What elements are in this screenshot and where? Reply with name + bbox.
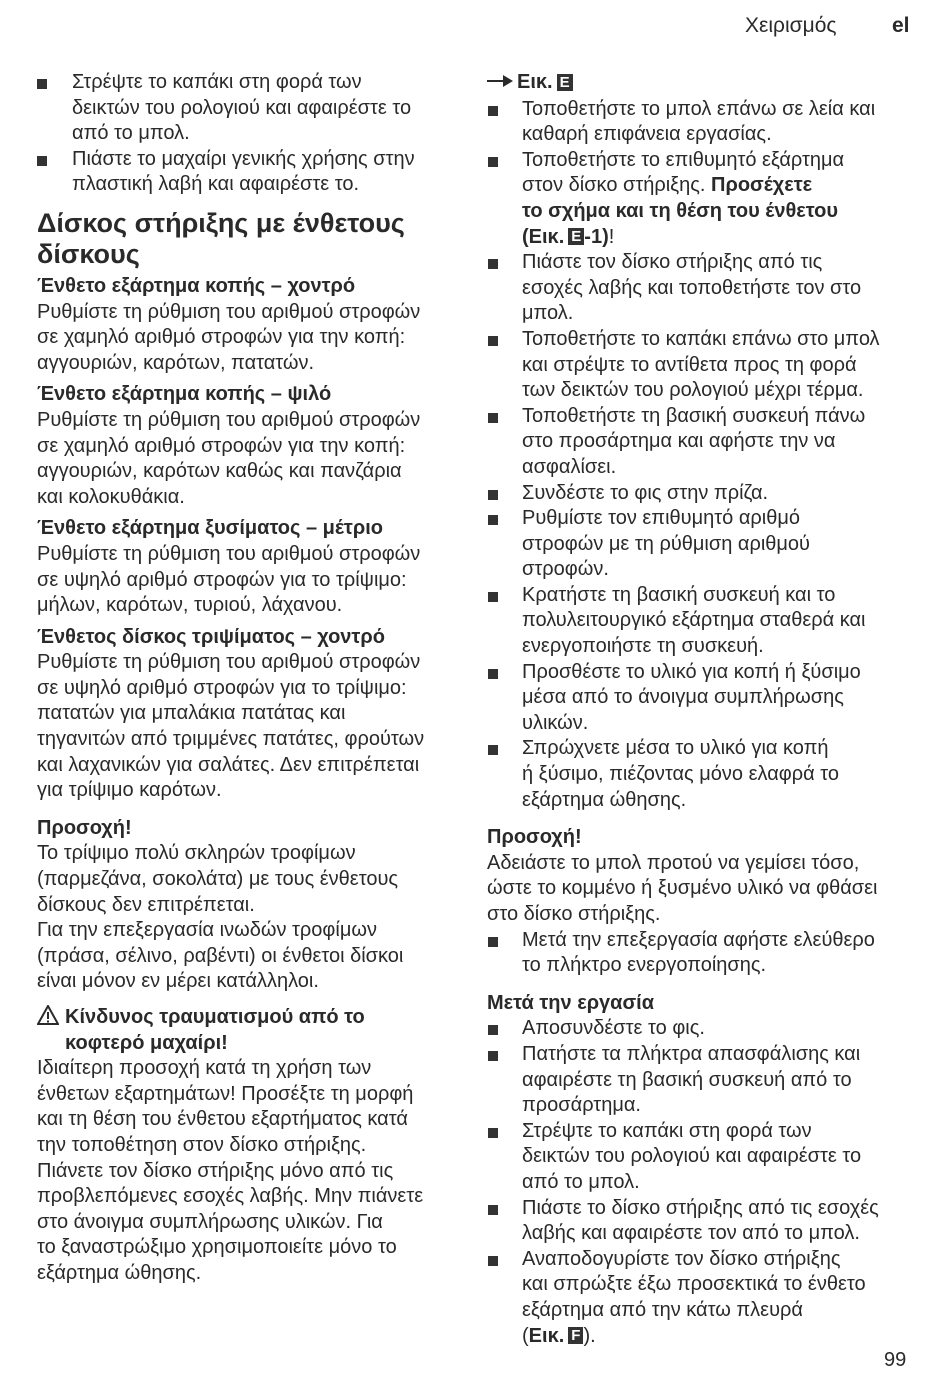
list-item: Πατήστε τα πλήκτρα απασφάλισης και αφαιρέστε τη βασική συσκευή από το προσάρτημα. [487, 1042, 917, 1119]
step-text-end: ! [608, 225, 615, 248]
figure-reference [487, 70, 917, 96]
caution-title: Προσοχή! [37, 816, 132, 839]
list-item: Συνδέστε το φις στην πρίζα. [487, 481, 917, 507]
list-item: Κρατήστε τη βασική συσκευή και το πολυλειτουργικό εξάρτημα σταθερά και ενεργοποιήστε τη συσκευή. [487, 583, 917, 660]
figure-letter-box: F [568, 1327, 583, 1344]
list-item [487, 1247, 917, 1349]
procedure-list [487, 97, 917, 814]
figure-letter-box: E [568, 228, 584, 245]
danger-heading [37, 1005, 462, 1056]
list-item: Στρέψτε το καπάκι στη φορά των δεικτών του ρολογιού και αφαιρέστε το από το μπολ. [487, 1119, 917, 1196]
step-text-end: ). [583, 1324, 596, 1347]
figure-label: Εικ. [517, 71, 553, 93]
page-number: 99 [884, 1349, 907, 1371]
list-item: Πιάστε το δίσκο στήριξης από τις εσοχές λαβής και αφαιρέστε τον από το μπολ. [487, 1196, 917, 1247]
after-work-title: Μετά την εργασία [487, 991, 655, 1014]
left-column [37, 70, 462, 1293]
list-item: Στρέψτε το καπάκι στη φορά των δεικτών του ρολογιού και αφαιρέστε το από το μπολ. [37, 70, 462, 147]
list-item [487, 148, 917, 250]
list-item: Τοποθετήστε το μπολ επάνω σε λεία και καθαρή επιφάνεια εργασίας. [487, 97, 917, 148]
insert-text: Ρυθμίστε τη ρύθμιση του αριθμού στροφών σε χαμηλό αριθμό στροφών για την κοπή: αγγουριών, καρότων, πατατών. [37, 300, 421, 374]
list-item: Πιάστε το μαχαίρι γενικής χρήσης στην πλαστική λαβή και αφαιρέστε το. [37, 147, 462, 198]
language-code: el [892, 14, 910, 37]
list-item: Τοποθετήστε το καπάκι επάνω στο μπολ και στρέψτε το αντίθετα προς τη φορά των δεικτών του ρολογιού μέχρι τέρμα. [487, 327, 917, 404]
list-item: Σπρώχνετε μέσα το υλικό για κοπή ή ξύσιμο, πιέζοντας μόνο ελαφρά το εξάρτημα ώθησης. [487, 736, 917, 813]
danger-title: Κίνδυνος τραυματισμού από το κοφτερό μαχαίρι! [65, 1006, 365, 1054]
list-item: Αποσυνδέστε το φις. [487, 1016, 917, 1042]
insert-text: Ρυθμίστε τη ρύθμιση του αριθμού στροφών σε υψηλό αριθμό στροφών για το τρίψιμο: μήλων, καρότων, τυριού, λάχανου. [37, 542, 421, 617]
arrow-right-icon [487, 70, 517, 96]
caution-title: Προσοχή! [487, 826, 582, 849]
section-title: Χειρισμός [745, 14, 837, 37]
section-heading: Δίσκος στήριξης με ένθετους δίσκους [37, 207, 405, 269]
list-item: Τοποθετήστε τη βασική συσκευή πάνω στο προσάρτημα και αφήστε την να ασφαλίσει. [487, 404, 917, 481]
step-text: Αναποδογυρίστε τον δίσκο στήριξης και σπρώξτε έξω προσεκτικά το ένθετο εξάρτημα από την κάτω πλευρά ( [522, 1247, 866, 1347]
danger-text: Ιδιαίτερη προσοχή κατά τη χρήση των ένθετων εξαρτημάτων! Προσέξτε τη μορφή και τη θέση του ένθετου εξαρτήματος κατά την τοποθέτηση στον δίσκο στήριξης. Πιάνετε τον δίσκο στήριξης μόνο από τις προβλεπόμενες εσοχές λαβής. Μην πιάνετε στο άνοιγμα συμπλήρωσης υλικών. Για το ξαναστρώξιμο χρησιμοποιείτε μόνο το εξάρτημα ώθησης. [37, 1057, 424, 1284]
figure-letter-box: E [557, 74, 573, 91]
insert-title: Ένθετο εξάρτημα κοπής – ψιλό [37, 383, 332, 406]
warning-triangle-icon [37, 1005, 65, 1056]
right-column [487, 70, 917, 1349]
list-item: Ρυθμίστε τον επιθυμητό αριθμό στροφών με τη ρύθμιση αριθμού στροφών. [487, 506, 917, 583]
step-bold-note: Προσέχετε το σχήμα και τη θέση του ένθετου (Εικ. [522, 174, 838, 248]
list-item: Μετά την επεξεργασία αφήστε ελεύθερο το πλήκτρο ενεργοποίησης. [487, 928, 917, 979]
insert-title: Ένθετο εξάρτημα κοπής – χοντρό [37, 274, 356, 297]
caution-bullet-list [487, 928, 917, 979]
insert-title: Ένθετο εξάρτημα ξυσίματος – μέτριο [37, 517, 383, 540]
insert-text: Ρυθμίστε τη ρύθμιση του αριθμού στροφών σε χαμηλό αριθμό στροφών για την κοπή: αγγουριών, καρότων καθώς και πανζάρια και κολοκυθάκια. [37, 408, 421, 508]
step-text: Τοποθετήστε το επιθυμητό εξάρτημα στον δίσκο στήριξης. [522, 148, 845, 197]
caution-text: Το τρίψιμο πολύ σκληρών τροφίμων (παρμεζάνα, σοκολάτα) με τους ένθετους δίσκους δεν επιτρέπεται. Για την επεξεργασία ινωδών τροφίμων (πράσα, σέλινο, ραβέντι) οι ένθετοι δίσκοι είναι μόνον εν μέρει κατάλληλοι. [37, 842, 404, 993]
list-item: Πιάστε τον δίσκο στήριξης από τις εσοχές λαβής και τοποθετήστε τον στο μπολ. [487, 250, 917, 327]
list-item: Προσθέστε το υλικό για κοπή ή ξύσιμο μέσα από το άνοιγμα συμπλήρωσης υλικών. [487, 660, 917, 737]
after-work-list [487, 1016, 917, 1349]
figure-label: Εικ. [528, 1324, 565, 1347]
insert-text: Ρυθμίστε τη ρύθμιση του αριθμού στροφών σε υψηλό αριθμό στροφών για το τρίψιμο: πατατών για μπαλάκια πατάτας και τηγανιτών από τριμμένες πατάτες, φρούτων και λαχανικών για σαλάτες. Δεν επιτρέπεται για τρίψιμο καρότων. [37, 651, 425, 802]
top-bullet-list [37, 70, 462, 198]
step-bold-note-end: -1) [584, 225, 609, 248]
caution-text: Αδειάστε το μπολ προτού να γεμίσει τόσο, ώστε το κομμένο ή ξυσμένο υλικό να φθάσει στο δίσκο στήριξης. [487, 851, 878, 925]
insert-title: Ένθετος δίσκος τριψίματος – χοντρό [37, 625, 385, 648]
